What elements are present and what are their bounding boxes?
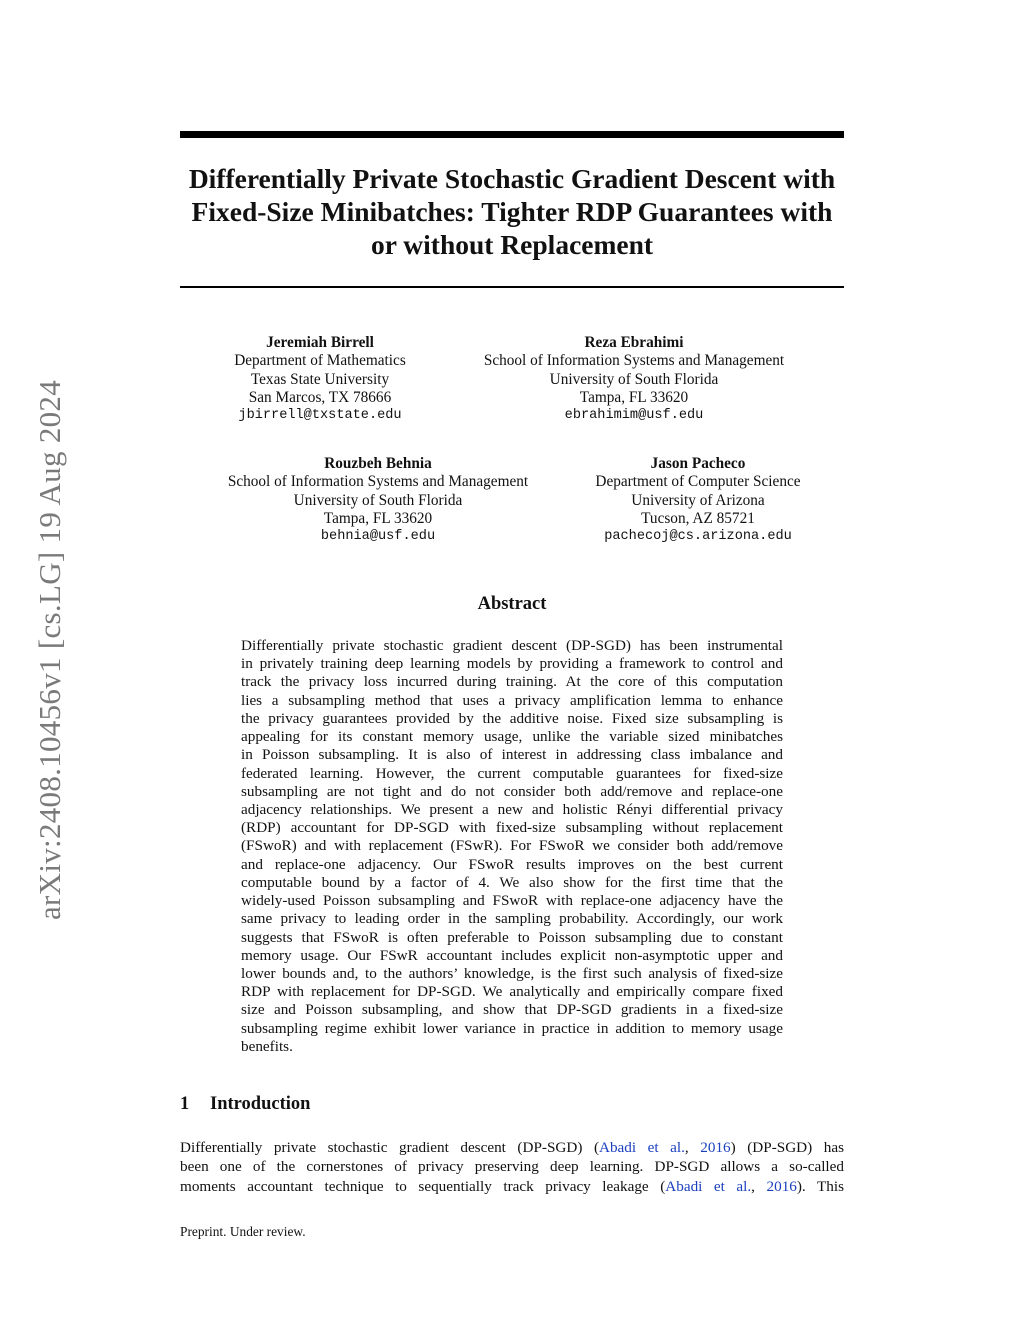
author-name: Rouzbeh Behnia <box>324 455 432 472</box>
intro-line: been one of the cornerstones of privacy preserving deep learning. DP-SGD allows a so-called <box>180 1158 844 1176</box>
author-location: Tampa, FL 33620 <box>323 509 433 527</box>
author-email[interactable]: jbirrell@txstate.edu <box>238 408 402 424</box>
intro-line <box>180 1177 844 1196</box>
citation-year-link[interactable]: 2016 <box>700 1139 731 1156</box>
title-bottom-rule <box>180 286 844 288</box>
abstract-body <box>241 637 783 1056</box>
author-affiliation: Department of Computer Science <box>595 473 801 491</box>
abstract-line: lower bounds and, to the authors’ knowledge, is the first such analysis of fixed-size <box>241 964 783 982</box>
intro-line <box>180 1138 844 1157</box>
abstract-line: widely-used Poisson subsampling and FSwoR with replace-one adjacency have the <box>241 892 783 910</box>
intro-text: ). This <box>796 1177 844 1195</box>
abstract-line: size and Poisson subsampling, and show that DP-SGD gradients in a fixed-size <box>241 1001 783 1019</box>
intro-text: , <box>751 1177 767 1195</box>
author-block <box>580 455 816 546</box>
abstract-line: RDP with replacement for DP-SGD. We analytically and empirically compare fixed <box>241 983 783 1001</box>
author-location: Tucson, AZ 85721 <box>641 509 755 527</box>
author-email[interactable]: pachecoj@cs.arizona.edu <box>604 529 792 545</box>
citation-link[interactable]: Abadi et al. <box>665 1177 752 1195</box>
arxiv-side-stamp: arXiv:2408.10456v1 [cs.LG] 19 Aug 2024 <box>32 379 67 921</box>
intro-text: moments accountant technique to sequentially track privacy leakage ( <box>180 1177 666 1195</box>
author-block <box>463 334 805 425</box>
author-name: Reza Ebrahimi <box>584 334 684 351</box>
title-top-rule <box>180 131 844 138</box>
abstract-line: in privately training deep learning models by providing a framework to control and <box>241 655 783 673</box>
abstract-line: lies a subsampling method that uses a privacy amplification lemma to enhance <box>241 691 783 709</box>
citation-link[interactable]: Abadi et al. <box>599 1139 685 1156</box>
abstract-line: suggests that FSwoR is often preferable to Poisson subsampling due to constant <box>241 928 783 946</box>
section-heading <box>180 1094 310 1115</box>
abstract-line: subsampling regime exhibit lower variance in practice in addition to memory usage <box>241 1019 783 1037</box>
intro-text: Differentially private stochastic gradient descent (DP-SGD) ( <box>180 1139 599 1156</box>
author-name: Jason Pacheco <box>650 455 746 472</box>
intro-text: ) (DP-SGD) has <box>730 1139 844 1156</box>
title-line: Differentially Private Stochastic Gradient Descent with <box>188 163 836 194</box>
abstract-line: computable bound by a factor of 4. We also show for the first time that the <box>241 873 783 891</box>
author-institution: University of Arizona <box>631 491 765 509</box>
intro-paragraph <box>180 1138 844 1196</box>
author-block <box>215 334 425 425</box>
author-email[interactable]: behnia@usf.edu <box>320 529 436 545</box>
author-affiliation: School of Information Systems and Management <box>227 473 529 491</box>
title-line: or without Replacement <box>370 229 654 260</box>
abstract-heading: Abstract <box>477 594 547 614</box>
author-institution: Texas State University <box>250 370 390 388</box>
section-title: Introduction <box>210 1094 311 1114</box>
abstract-line: and replace-one adjacency. Our FSwoR results improves on the best current <box>241 855 783 873</box>
abstract-line: the privacy guarantees provided by the additive noise. Fixed size subsampling is <box>241 709 783 727</box>
author-name: Jeremiah Birrell <box>266 334 374 351</box>
abstract-line: federated learning. However, the current computable guarantees for fixed-size <box>241 764 783 782</box>
author-location: Tampa, FL 33620 <box>579 388 689 406</box>
author-location: San Marcos, TX 78666 <box>248 388 392 406</box>
abstract-line: appealing for its constant memory usage, unlike the variable sized minibatches <box>241 728 783 746</box>
author-email[interactable]: ebrahimim@usf.edu <box>564 408 704 424</box>
abstract-line: subsampling are not tight and do not consider both add/remove and replace-one <box>241 782 783 800</box>
citation-year-link[interactable]: 2016 <box>766 1177 797 1195</box>
author-affiliation: School of Information Systems and Management <box>483 352 785 370</box>
author-institution: University of South Florida <box>549 370 719 388</box>
abstract-line: Differentially private stochastic gradient descent (DP-SGD) has been instrumental <box>241 637 783 654</box>
abstract-line: track the privacy loss incurred during training. At the core of this computation <box>241 673 783 691</box>
abstract-line: adjacency relationships. We present a new and holistic Rényi differential privacy <box>241 800 783 818</box>
footer-note: Preprint. Under review. <box>180 1224 306 1239</box>
paper-title <box>180 162 844 261</box>
abstract-line: same privacy to leading order in the sampling probability. Accordingly, our work <box>241 910 783 928</box>
author-institution: University of South Florida <box>293 491 463 509</box>
title-line: Fixed-Size Minibatches: Tighter RDP Guarantees with <box>191 196 833 227</box>
section-number: 1 <box>180 1094 190 1114</box>
abstract-line: memory usage. Our FSwR accountant includes explicit non-asymptotic upper and <box>241 946 783 964</box>
abstract-line: benefits. <box>241 1037 293 1055</box>
author-affiliation: Department of Mathematics <box>234 352 406 370</box>
author-block <box>210 455 546 546</box>
abstract-line: (RDP) accountant for DP-SGD with fixed-size subsampling without replacement <box>241 819 783 837</box>
abstract-line: in Poisson subsampling. It is also of interest in addressing class imbalance and <box>241 746 783 764</box>
abstract-line: (FSwoR) and with replacement (FSwR). For FSwoR we consider both add/remove <box>241 837 783 855</box>
intro-text: , <box>684 1139 701 1156</box>
